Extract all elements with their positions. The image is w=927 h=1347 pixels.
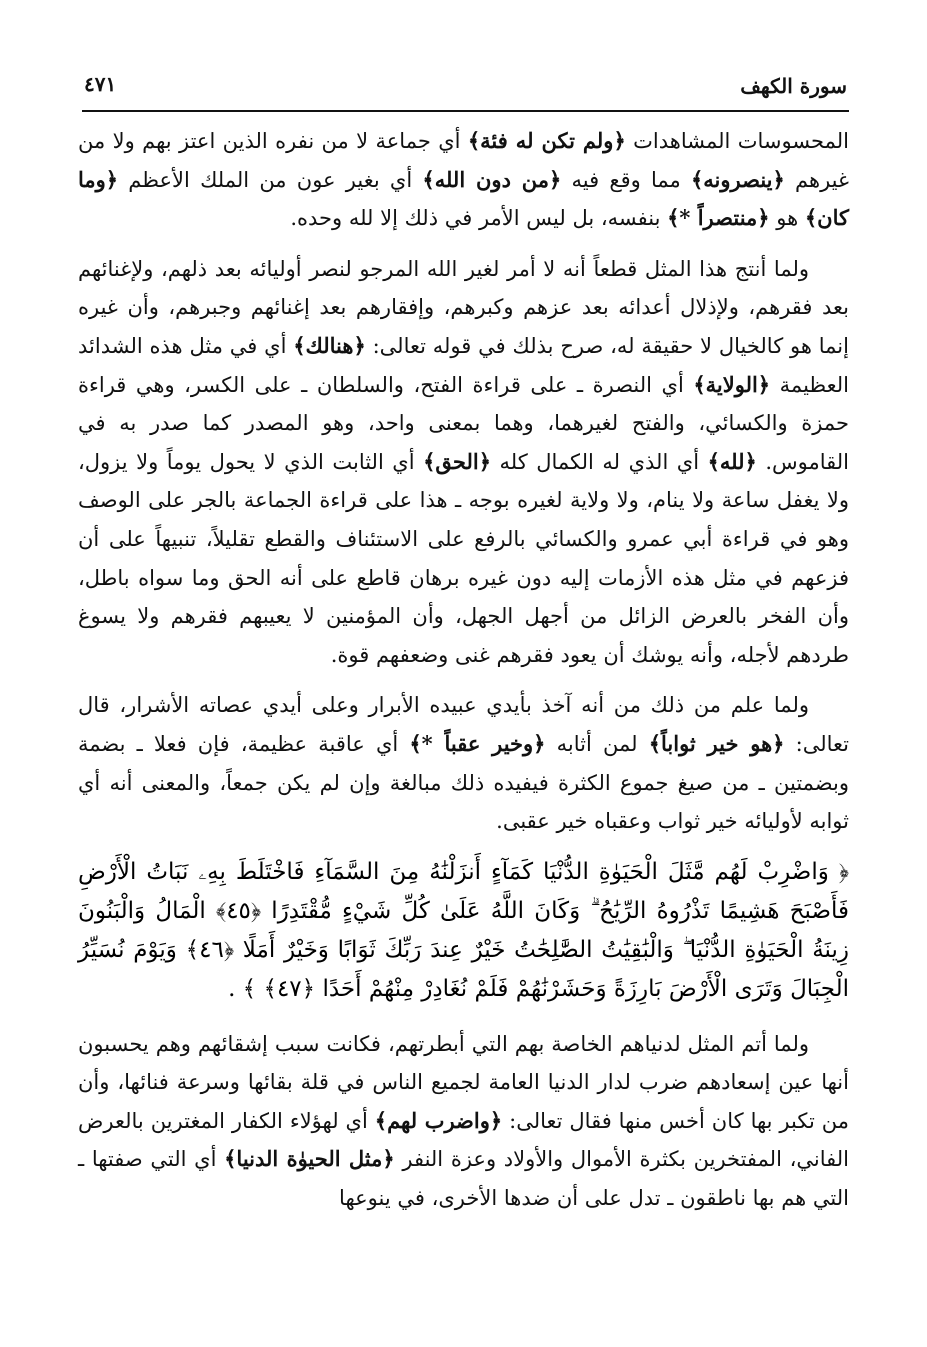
text-run: أي الثابت الذي لا يحول يوماً ولا يزول، ولا يغفل ساعة ولا ينام، ولا ولاية لغيره بوجه ـ هذا على قراءة الجماعة بالجر على الوصف وهو في قراءة أبي عمرو والكسائي بالرفع على الاستئناف والقطع تقليلاً، تنبيهاً على أن فزعهم في مثل هذه الأزمات إليه دون غيره برهان قاطع على أنه الحق وما سواه باطل، وأن الفخر بالعرض الزائل من أجهل الجهل، وأن المؤمنين لا يعيبهم فقرهم ولا يسوغ طردهم لأجله، وأنه يوشك أن يعود فقرهم غنى وضعفهم قوة. xyxy=(78,449,849,667)
page-header xyxy=(82,70,849,112)
quran-quote: ﴿وخير عقباً *﴾ xyxy=(409,730,546,756)
quran-quote: ﴿الحق﴾ xyxy=(423,448,492,474)
quran-quote: ﴿مثل الحيوٰة الدنيا﴾ xyxy=(224,1146,395,1172)
paragraph-2 xyxy=(78,250,849,675)
quran-quote: ﴿واضرب لهم﴾ xyxy=(374,1107,503,1133)
text-run: أي النصرة ـ على قراءة الفتح، والسلطان ـ على الكسر، وهي قراءة حمزة والكسائي، والفتح لغيرهما، وهما بمعنى واحد، وهو المصدر كما صدر به في القاموس. xyxy=(78,372,849,474)
text-run: ولما أتم المثل لدنياهم الخاصة بهم التي أبطرتهم، فكانت سبب إشقائهم وهم يحسبون أنها عين إسعادهم ضرب لدار الدنيا العامة لجميع الناس في قلة بقائها وسرعة فنائها، وأن من تكبر بها كان أخس منها فقال تعالى: xyxy=(78,1031,849,1133)
text-run: أي التي صفتها ـ التي هم بها ناطقون ـ تدل على أن ضدها الأخرى، في ينوعها xyxy=(78,1147,849,1211)
text-run: أي الذي له الكمال كله xyxy=(491,449,708,474)
text-run: أي بغير عون من الملك الأعظم xyxy=(118,167,423,192)
text-run: أي جماعة لا من نفره الذين اعتز بهم ولا من غيرهم xyxy=(78,129,850,192)
text-run: أي في مثل هذه الشدائد العظيمة xyxy=(78,333,849,397)
quran-quote: ﴿منتصراً *﴾ xyxy=(667,205,770,231)
quran-quote: ﴿هنالك﴾ xyxy=(293,332,366,358)
paragraph-1 xyxy=(78,122,849,238)
paragraph-3 xyxy=(78,686,849,840)
surah-title: سورة الكهف xyxy=(740,74,847,98)
text-run: المحسوسات المشاهدات xyxy=(625,129,849,153)
quran-quote: ﴿وما كان﴾ xyxy=(78,166,849,231)
text-run: ولما علم من ذلك من أنه آخذ بأيدي عبيده الأبرار وعلى أيدي عصاته الأشرار، قال تعالى: xyxy=(78,693,849,756)
text-run: ولما أنتج هذا المثل قطعاً أنه لا أمر لغير الله المرجو لنصر أوليائه بعد ذلهم، ولإغنائهم بعد فقرهم، ولإذلال أعدائه بعد عزهم وكبرهم، وإفقارهم بعد إغنائهم وجبرهم، وأن غيره إنما هو كالخيال لا حقيقة له، صرح بذلك في قوله تعالى: xyxy=(78,256,849,358)
text-run: هو xyxy=(769,206,805,231)
text-run: أي لهؤلاء الكفار المغترين بالعرض الفاني، المفتخرين بكثرة الأموال والأولاد وعزة النفر xyxy=(78,1108,849,1172)
page-body xyxy=(78,122,849,1230)
text-run: أي عاقبة عظيمة، فإن فعلا ـ بضمة وبضمتين ـ من صيغ جموع الكثرة فيفيده ذلك مبالغة وإن لم يكن جمعاً، والمعنى أنه أي ثوابه لأوليائه خير ثواب وعقباه خير عقبى. xyxy=(78,731,849,834)
page-number: ٤٧١ xyxy=(84,72,117,96)
quran-quote: ﴿لله﴾ xyxy=(707,448,757,474)
quran-quote: ﴿من دون الله﴾ xyxy=(422,166,562,192)
text-run: مما وقع فيه xyxy=(561,167,691,192)
quran-quote: ﴿ولم تكن له فئة﴾ xyxy=(467,128,626,153)
text-run: بنفسه، بل ليس الأمر في ذلك إلا لله وحده. xyxy=(290,206,668,231)
text-run: لمن أثابه xyxy=(545,731,649,756)
quran-quote: ﴿ينصرونه﴾ xyxy=(690,166,785,192)
quran-quote: ﴿الولاية﴾ xyxy=(693,371,771,397)
paragraph-4 xyxy=(78,1025,849,1218)
quran-verse-block: ﴿ وَاضْرِبْ لَهُم مَّثَلَ الْحَيَوٰةِ الدُّنْيَا كَمَآءٍ أَنزَلْنَٰهُ مِنَ السَّمَآءِ فَاخْتَلَطَ بِهِۦ نَبَاتُ الْأَرْضِ فَأَصْبَحَ هَشِيمًا تَذْرُوهُ الرِّيَٰحُ ۗ وَكَانَ اللَّهُ عَلَىٰ كُلِّ شَيْءٍ مُّقْتَدِرًا ﴿٤٥﴾ الْمَالُ وَالْبَنُونَ زِينَةُ الْحَيَوٰةِ الدُّنْيَا ۖ وَالْبَٰقِيَٰتُ الصَّٰلِحَٰتُ خَيْرٌ عِندَ رَبِّكَ ثَوَابًا وَخَيْرٌ أَمَلًا ﴿٤٦﴾ وَيَوْمَ نُسَيِّرُ الْجِبَالَ وَتَرَى الْأَرْضَ بَارِزَةً وَحَشَرْنَٰهُمْ فَلَمْ نُغَادِرْ مِنْهُمْ أَحَدًا ﴿٤٧﴾ ﴾ . xyxy=(78,858,850,1002)
quran-quote: ﴿هو خير ثواباً﴾ xyxy=(648,730,785,756)
